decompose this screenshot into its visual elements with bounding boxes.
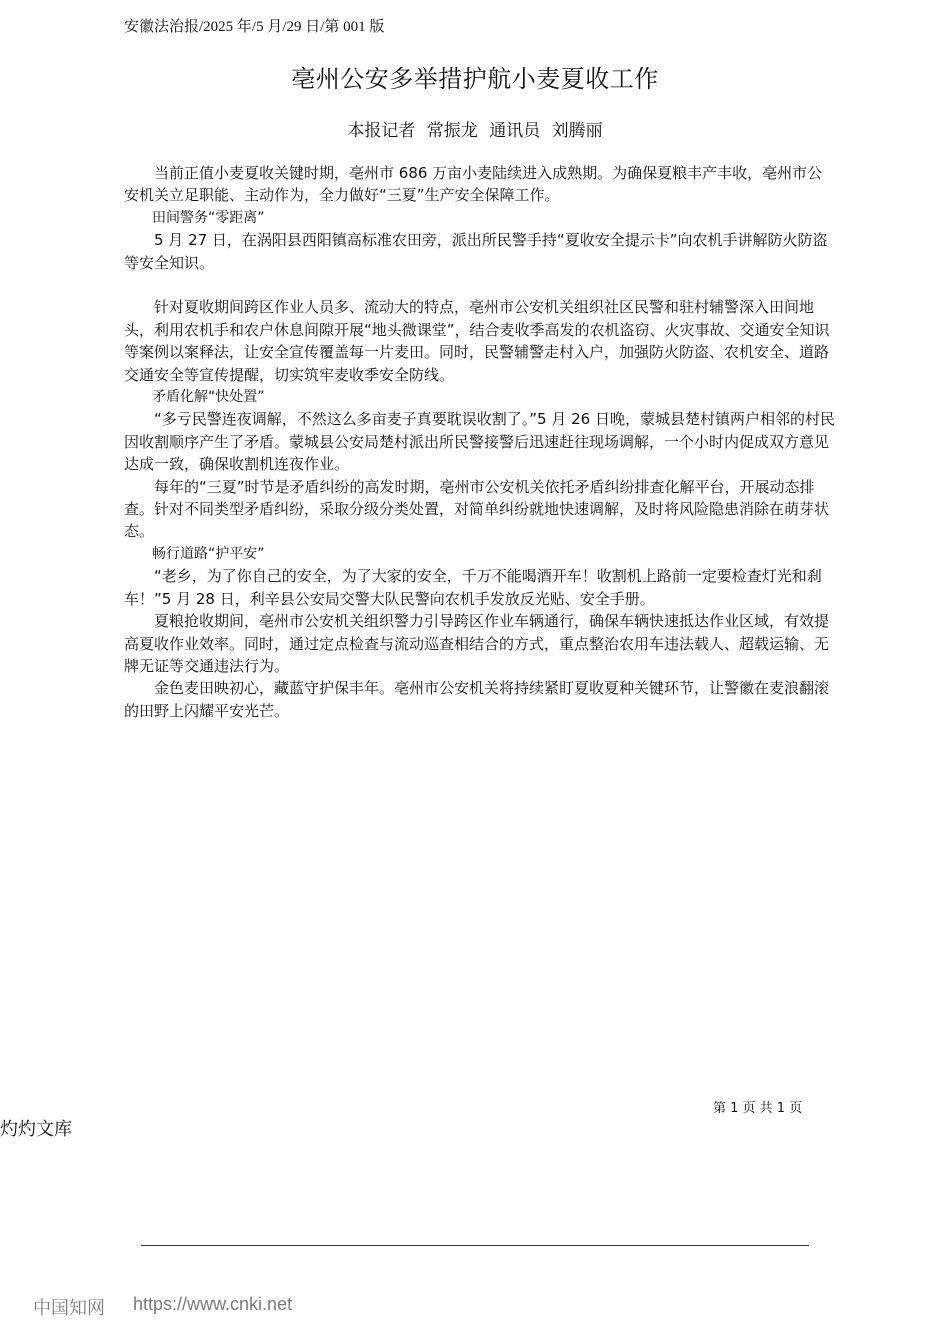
cnki-logo[interactable]: 中国知网 — [33, 1298, 105, 1319]
section-subheading: 矛盾化解“快处置” — [152, 389, 265, 406]
paragraph: 当前正值小麦夏收关键时期，亳州市 686 万亩小麦陆续进入成熟期。为确保夏粮丰产丰收，亳州市公安机关立足职能、主动作为，全力做好“三夏”生产安全保障工作。 — [124, 164, 823, 205]
page-number: 第 1 页 共 1 页 — [713, 1101, 803, 1116]
paragraph: 金色麦田映初心，藏蓝守护保丰年。亳州市公安机关将持续紧盯夏收夏种关键环节，让警徽在麦浪翻滚的田野上闪耀平安光芒。 — [124, 679, 830, 720]
cnki-url-link[interactable]: https://www.cnki.net — [133, 1294, 293, 1314]
paragraph: 针对夏收期间跨区作业人员多、流动大的特点，亳州市公安机关组织社区民警和驻村辅警深入田间地头，利用农机手和农户休息间隙开展“地头微课堂”，结合麦收季高发的农机盗窃、火灾事故、交通安全知识等案例以案释法，让安全宣传覆盖每一片麦田。同时，民警辅警走村入户，加强防火防盗、农机安全、道路交通安全等宣传提醒，切实筑牢麦收季安全防线。 — [124, 298, 830, 384]
section-subheading: 畅行道路“护平安” — [152, 545, 265, 562]
paragraph: 5 月 27 日，在涡阳县西阳镇高标准农田旁，派出所民警手持“夏收安全提示卡”向农机手讲解防火防盗等安全知识。 — [124, 231, 828, 272]
section-subheading: 田间警务“零距离” — [152, 209, 265, 226]
article-title: 亳州公安多举措护航小麦夏收工作 — [291, 65, 659, 93]
paragraph: “老乡，为了你自己的安全，为了大家的安全，千万不能喝酒开车！收割机上路前一定要检查灯光和刹车！”5 月 28 日，利辛县公安局交警大队民警向农机手发放反光贴、安全手册。 — [124, 567, 822, 608]
paragraph: 每年的“三夏”时节是矛盾纠纷的高发时期，亳州市公安机关依托矛盾纠纷排查化解平台，开展动态排查。针对不同类型矛盾纠纷，采取分级分类处置，对简单纠纷就地快速调解，及时将风险隐患消除在萌芽状态。 — [124, 477, 830, 541]
paragraph: 夏粮抢收期间，亳州市公安机关组织警力引导跨区作业车辆通行，确保车辆快速抵达作业区域，有效提高夏收作业效率。同时，通过定点检查与流动巡查相结合的方式，重点整治农用车违法载人、超载运输、无牌无证等交通违法行为。 — [124, 612, 830, 675]
watermark-text: 灼灼文库 — [0, 1119, 72, 1140]
source-line: 安徽法治报/2025 年/5 月/29 日/第 001 版 — [124, 19, 385, 35]
article-byline: 本报记者 常振龙 通讯员 刘腾丽 — [347, 121, 603, 141]
paragraph: “多亏民警连夜调解，不然这么多亩麦子真要耽误收割了。”5 月 26 日晚，蒙城县楚村镇两户相邻的村民因收割顺序产生了矛盾。蒙城县公安局楚村派出所民警接警后迅速赶往现场调解，一个小时内促成双方意见达成一致，确保收割机连夜作业。 — [124, 410, 835, 474]
article-body — [124, 162, 836, 722]
footer-divider — [141, 1245, 809, 1246]
paragraph-gap — [124, 274, 836, 296]
